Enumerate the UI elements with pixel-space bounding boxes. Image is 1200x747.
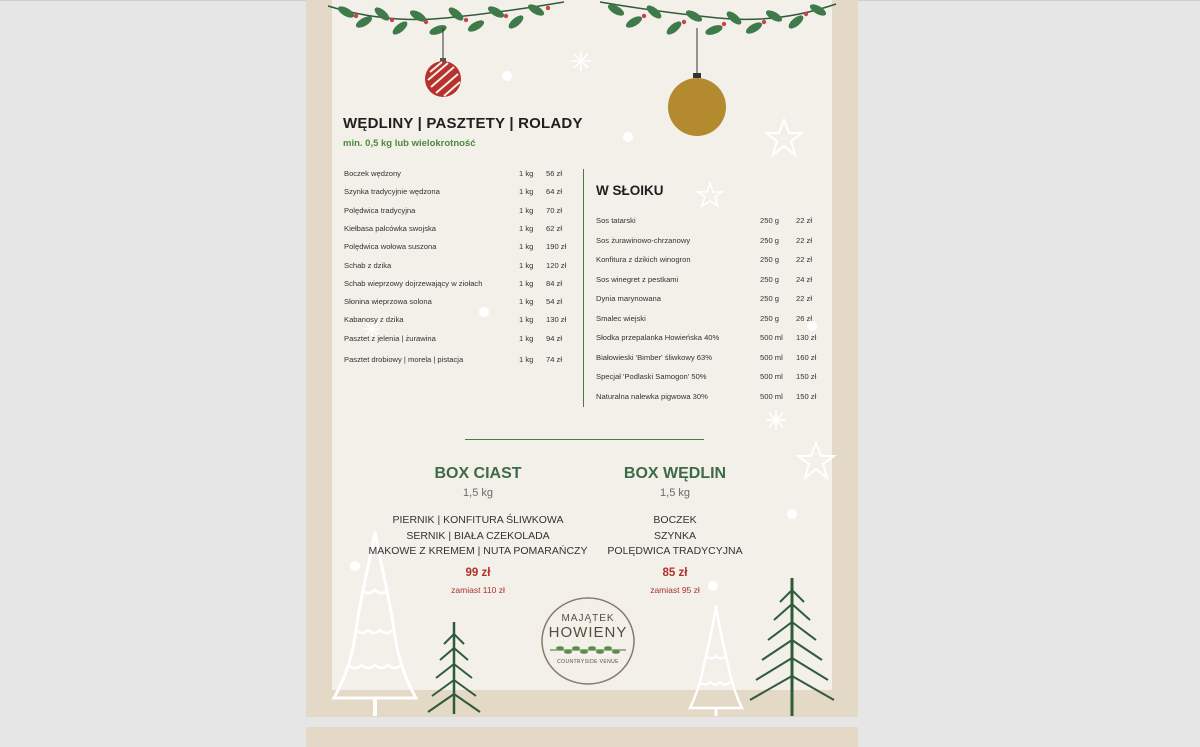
list-item-price: 26 zł: [796, 314, 813, 323]
list-item-unit: 1 kg: [519, 169, 534, 178]
list-item-unit: 250 g: [760, 255, 780, 264]
list-item-name: Polędwica wołowa suszona: [344, 242, 437, 251]
list-item-unit: 250 g: [760, 314, 780, 323]
logo: [540, 596, 636, 686]
list-item-price: 64 zł: [546, 187, 563, 196]
list-item-price: 190 zł: [546, 242, 567, 251]
list-item-unit: 250 g: [760, 216, 780, 225]
list-item-name: Polędwica tradycyjna: [344, 206, 416, 215]
list-item-unit: 500 ml: [760, 392, 783, 401]
jar-title: W SŁOIKU: [596, 183, 664, 198]
list-item-price: 70 zł: [546, 206, 563, 215]
logo-line3: COUNTRYSIDE VENUE: [557, 659, 619, 665]
list-item-unit: 1 kg: [519, 279, 534, 288]
list-item-name: Szynka tradycyjnie wędzona: [344, 187, 440, 196]
list-item-price: 94 zł: [546, 334, 563, 343]
list-item-price: 84 zł: [546, 279, 563, 288]
list-item-name: Pasztet drobiowy | morela | pistacja: [344, 355, 464, 364]
list-item-price: 160 zł: [796, 353, 817, 362]
list-item-name: Sos winegret z pestkami: [596, 275, 679, 284]
list-item-unit: 250 g: [760, 236, 780, 245]
list-item-name: Specjał 'Podlaski Samogon' 50%: [596, 372, 707, 381]
list-item-price: 62 zł: [546, 224, 563, 233]
list-item-name: Boczek wędzony: [344, 169, 401, 178]
box-meats-title: BOX WĘDLIN: [623, 465, 727, 482]
section-divider: [465, 439, 704, 440]
list-item-unit: 1 kg: [519, 261, 534, 270]
list-item-unit: 500 ml: [760, 353, 783, 362]
box-cakes-old-price: zamiast 110 zł: [451, 585, 505, 595]
list-item-price: 22 zł: [796, 236, 813, 245]
box-meats-old-price: zamiast 95 zł: [650, 585, 700, 595]
list-item-unit: 1 kg: [519, 355, 534, 364]
list-item-price: 120 zł: [546, 261, 567, 270]
list-item-unit: 1 kg: [519, 315, 534, 324]
logo-line2: HOWIENY: [548, 624, 628, 641]
list-item-name: Sos żurawinowo-chrzanowy: [596, 236, 691, 245]
list-item-price: 22 zł: [796, 294, 813, 303]
list-item-price: 150 zł: [796, 372, 817, 381]
list-item-unit: 1 kg: [519, 187, 534, 196]
list-item-unit: 250 g: [760, 294, 780, 303]
meats-title: WĘDLINY | PASZTETY | ROLADY: [343, 115, 583, 132]
white-tree-left-icon: [330, 530, 420, 720]
logo-line1: MAJĄTEK: [561, 613, 615, 624]
logo-circle-icon: [540, 596, 636, 686]
box-meats-line: BOCZEK: [653, 514, 697, 526]
box-cakes-price: 99 zł: [465, 567, 491, 579]
box-cakes-line: PIERNIK | KONFITURA ŚLIWKOWA: [392, 514, 564, 526]
list-item-name: Kabanosy z dzika: [344, 315, 404, 324]
min-order-note: min. 0,5 kg lub wielokrotność: [343, 138, 476, 149]
box-meats-line: POLĘDWICA TRADYCYJNA: [607, 545, 743, 557]
box-meats-price: 85 zł: [662, 567, 688, 579]
white-tree-right-icon: [688, 604, 744, 718]
list-item-unit: 250 g: [760, 275, 780, 284]
green-tree-right-icon: [746, 576, 838, 718]
list-item-name: Schab wieprzowy dojrzewający w ziołach: [344, 279, 483, 288]
list-item-price: 130 zł: [546, 315, 567, 324]
list-item-unit: 1 kg: [519, 206, 534, 215]
box-cakes-line: SERNIK | BIAŁA CZEKOLADA: [406, 530, 550, 542]
list-item-name: Dynia marynowana: [596, 294, 661, 303]
list-item-name: Pasztet z jelenia | żurawina: [344, 334, 436, 343]
list-item-price: 130 zł: [796, 333, 817, 342]
green-tree-left-icon: [424, 620, 484, 716]
list-item-price: 54 zł: [546, 297, 563, 306]
list-item-unit: 1 kg: [519, 297, 534, 306]
list-item-name: Naturalna nalewka pigwowa 30%: [596, 392, 708, 401]
box-meats-line: SZYNKA: [653, 530, 696, 542]
list-item-unit: 500 ml: [760, 333, 783, 342]
list-item-price: 56 zł: [546, 169, 563, 178]
list-item-unit: 500 ml: [760, 372, 783, 381]
list-item-name: Słonina wieprzowa solona: [344, 297, 432, 306]
list-item-price: 74 zł: [546, 355, 563, 364]
column-divider: [583, 169, 584, 407]
list-item-name: Sos tatarski: [596, 216, 636, 225]
list-item-price: 22 zł: [796, 255, 813, 264]
list-item-price: 150 zł: [796, 392, 817, 401]
list-item-name: Kiełbasa palcówka swojska: [344, 224, 437, 233]
list-item-price: 24 zł: [796, 275, 813, 284]
list-item-unit: 1 kg: [519, 334, 534, 343]
box-cakes-title: BOX CIAST: [434, 465, 522, 482]
list-item-unit: 1 kg: [519, 224, 534, 233]
list-item-name: Słodka przepalanka Howieńska 40%: [596, 333, 720, 342]
box-cakes-line: MAKOWE Z KREMEM | NUTA POMARAŃCZY: [368, 545, 588, 557]
list-item-name: Białowieski 'Bimber' śliwkowy 63%: [596, 353, 712, 362]
box-cakes-weight: 1,5 kg: [463, 487, 493, 499]
list-item-name: Schab z dzika: [344, 261, 392, 270]
box-meats-weight: 1,5 kg: [660, 487, 690, 499]
list-item-name: Konfitura z dzikich winogron: [596, 255, 691, 264]
list-item-unit: 1 kg: [519, 242, 534, 251]
list-item-name: Smalec wiejski: [596, 314, 646, 323]
list-item-price: 22 zł: [796, 216, 813, 225]
